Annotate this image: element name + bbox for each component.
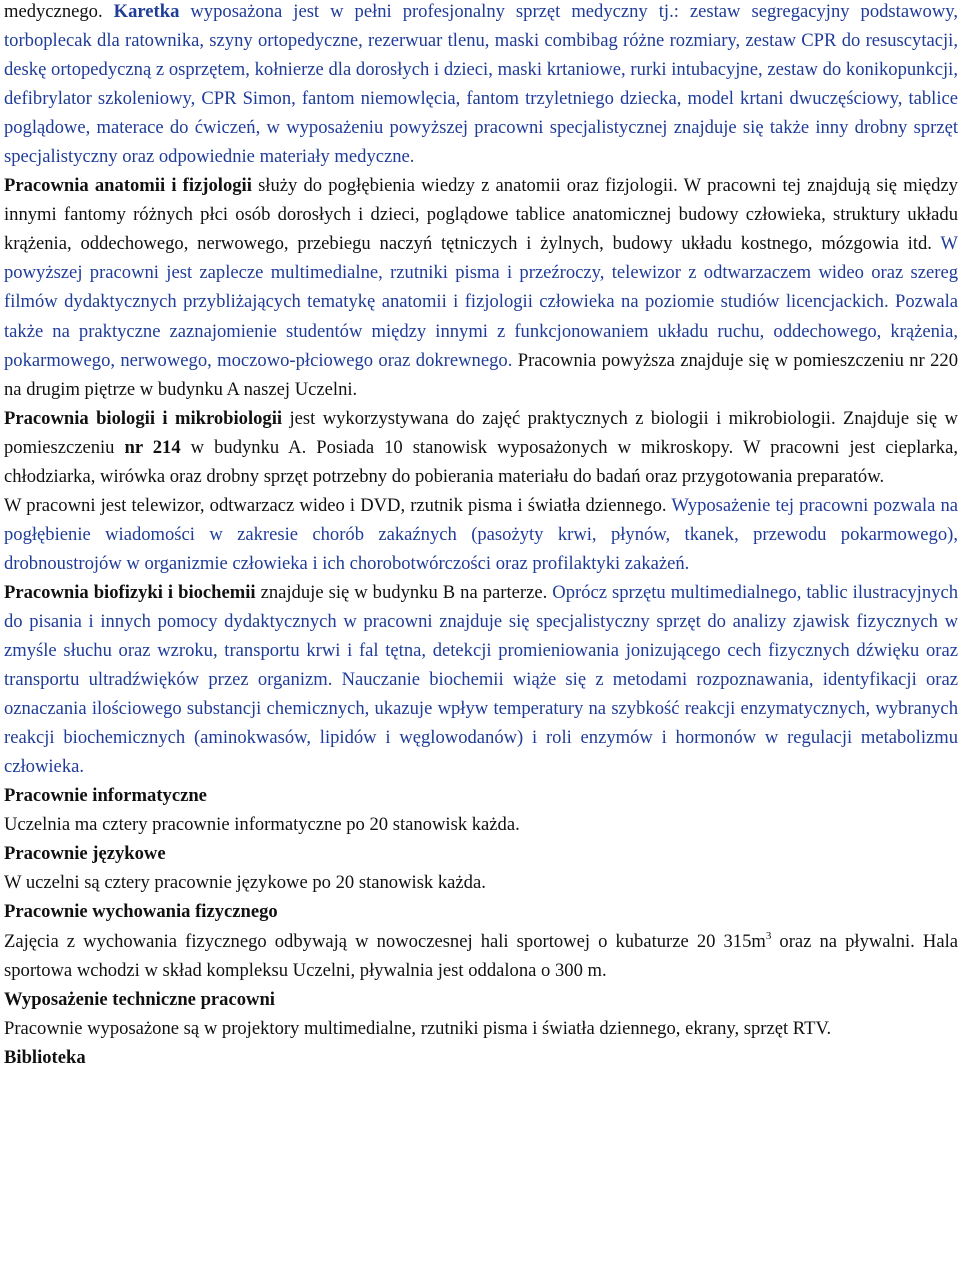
- paragraph-wf: [4, 927, 958, 985]
- heading-biblioteka-text: Biblioteka: [4, 1046, 86, 1068]
- paragraph-biologia: [4, 404, 958, 491]
- biofizyka-location: znajduje się w budynku B na parterze.: [255, 581, 548, 603]
- bold-term-karetka: Karetka: [113, 1, 180, 22]
- paragraph-biofizyka: [4, 578, 958, 781]
- heading-informatyczne: [4, 781, 958, 810]
- bold-term-biofizyka: Pracownia biofizyki i biochemii: [4, 581, 256, 603]
- heading-techniczne: [4, 985, 958, 1014]
- paragraph-karetka: [4, 0, 958, 171]
- informatyczne-text: Uczelnia ma cztery pracownie informatyczne po 20 stanowisk każda.: [4, 814, 520, 836]
- paragraph-biologia-wyposazenie: [4, 491, 958, 578]
- anatomia-intro: służy do pogłębienia wiedzy z anatomii oraz fizjologii.: [251, 175, 678, 197]
- wf-text-2: oraz na pływalni. Hala sportowa wchodzi w skład kompleksu Uczelni, pływalnia jest oddalona o 300 m.: [4, 930, 958, 981]
- heading-wf: [4, 897, 958, 926]
- heading-biblioteka: [4, 1043, 958, 1072]
- anatomia-fantomy: W pracowni tej znajdują się między innymi fantomy różnych płci osób dorosłych i dzieci, poglądowe tablice anatomicznej budowy człowieka, struktury układu krążenia, oddechowego, nerwowego, przebiegu naczyń tętniczych i żylnych, budowy układu kostnego, mózgowia itd.: [4, 175, 958, 255]
- wf-text-1: Zajęcia z wychowania fizycznego odbywają w nowoczesnej hali sportowej o kubaturze 20 315m: [4, 930, 766, 952]
- anatomia-location: Pracownia powyższa znajduje się w pomieszczeniu nr 220 na drugim piętrze w budynku A naszej Uczelni.: [4, 349, 959, 400]
- paragraph-techniczne: [4, 1014, 958, 1043]
- biologia-equipment: W pracowni jest telewizor, odtwarzacz wideo i DVD, rzutnik pisma i światła dziennego.: [4, 494, 667, 516]
- heading-jezykowe-text: Pracownie językowe: [4, 843, 166, 865]
- heading-informatyczne-text: Pracownie informatyczne: [4, 785, 207, 807]
- anatomia-multimedia: W powyższej pracowni jest zaplecze multimedialne, rzutniki pisma i przeźroczy, telewizor z odtwarzaczem wideo oraz szereg filmów dydaktycznych przybliżających tematykę anatomii i fizjologii człowieka na poziomie studiów licencjackich. Pozwala także na praktyczne zaznajomienie studentów między innymi z funkcjonowaniem układu ruchu, oddechowego, krążenia, pokarmowego, nerwowego, moczowo-płciowego oraz dokrewnego.: [4, 233, 958, 371]
- text-fragment: medycznego.: [4, 1, 114, 22]
- document-body: [4, 0, 958, 1072]
- biologia-purpose: Wyposażenie tej pracowni pozwala na pogłębienie wiadomości w zakresie chorób zakaźnych (pasożyty krwi, płynów, tkanek, przewodu pokarmowego), drobnoustrojów w organizmie człowieka i ich chorobotwórczości oraz profilaktyki zakażeń.: [4, 494, 959, 574]
- heading-wf-text: Pracownie wychowania fizycznego: [4, 901, 278, 923]
- room-number-214: nr 214: [124, 436, 181, 458]
- cubic-superscript: 3: [765, 929, 772, 942]
- paragraph-informatyczne: [4, 810, 958, 839]
- jezykowe-text: W uczelni są cztery pracownie językowe po 20 stanowisk każda.: [4, 872, 486, 894]
- bold-term-anatomia: Pracownia anatomii i fizjologii: [4, 175, 252, 197]
- techniczne-text: Pracownie wyposażone są w projektory multimedialne, rzutniki pisma i światła dziennego, ekrany, sprzęt RTV.: [4, 1017, 832, 1039]
- biofizyka-description: Oprócz sprzętu multimedialnego, tablic ilustracyjnych do pisania i innych pomocy dydaktycznych w pracowni znajduje się specjalistyczny sprzęt do analizy zjawisk fizycznych w zmyśle słuchu oraz wzroku, transportu krwi i fal tętna, detekcji promieniowania jonizującego cech fizycznych dźwięku oraz transportu ultradźwięków przez organizm. Nauczanie biochemii wiąże się z metodami rozpoznawania, identyfikacji oraz oznaczania ilościowego substancji chemicznych, ukazuje wpływ temperatury na szybkość reakcji enzymatycznych, wybranych reakcji biochemicznych (aminokwasów, lipidów i węglowodanów) i roli enzymów i hormonów w regulacji metabolizmu człowieka.: [4, 581, 958, 778]
- biologia-text-2: w budynku A. Posiada 10 stanowisk wyposażonych w mikroskopy. W pracowni jest cieplarka, chłodziarka, wirówka oraz drobny sprzęt potrzebny do pobierania materiału do badań oraz przygotowania preparatów.: [4, 436, 958, 487]
- heading-techniczne-text: Wyposażenie techniczne pracowni: [4, 988, 275, 1010]
- biologia-text-1: jest wykorzystywana do zajęć praktycznych z biologii i mikrobiologii. Znajduje się w pomieszczeniu: [4, 407, 958, 458]
- bold-term-biologia: Pracownia biologii i mikrobiologii: [4, 407, 283, 429]
- heading-jezykowe: [4, 839, 958, 868]
- karetka-description: wyposażona jest w pełni profesjonalny sprzęt medyczny tj.: zestaw segregacyjny podstawowy, torboplecak dla ratownika, szyny ortopedyczne, rezerwuar tlenu, maski combibag różne rozmiary, zestaw CPR do resuscytacji, deskę ortopedyczną z osprzętem, kołnierze dla dorosłych i dzieci, maski krtaniowe, rurki intubacyjne, zestaw do konikopunkcji, defibrylator szkoleniowy, CPR Simon, fantom niemowlęcia, fantom trzyletniego dziecka, model krtani dwuczęściowy, tablice poglądowe, materace do ćwiczeń, w wyposażeniu powyższej pracowni specjalistycznej znajduje się także inny drobny sprzęt specjalistyczny oraz odpowiednie materiały medyczne.: [4, 1, 958, 168]
- paragraph-jezykowe: [4, 868, 958, 897]
- paragraph-anatomia: [4, 171, 958, 403]
